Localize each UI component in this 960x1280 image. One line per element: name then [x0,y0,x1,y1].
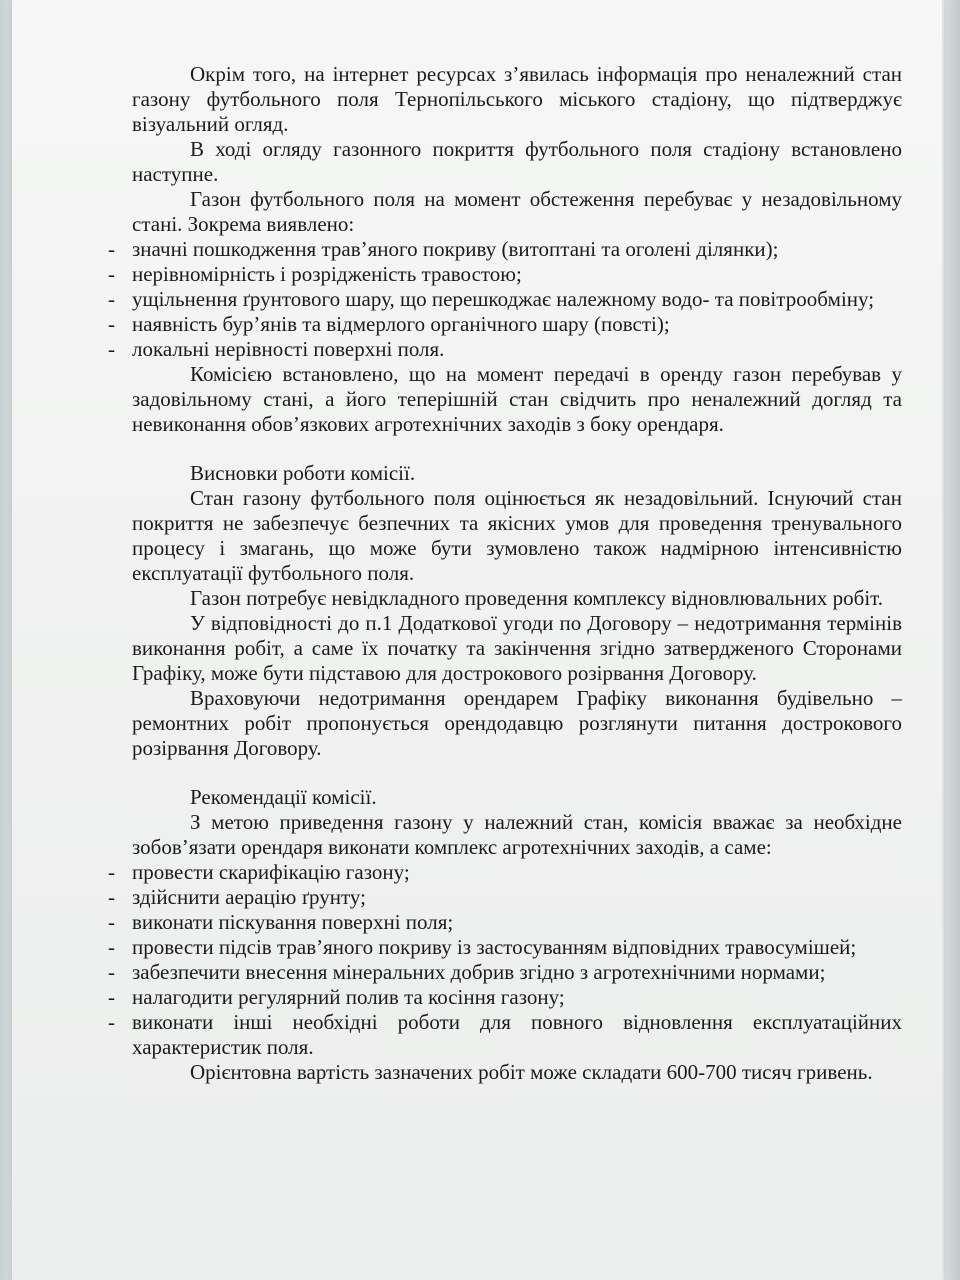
list-marker: - [108,985,115,1009]
list-marker: - [108,312,115,336]
list-item-text: налагодити регулярний полив та косіння газону; [132,985,565,1009]
findings-intro-paragraph: Газон футбольного поля на момент обстеження перебуває у незадовільному стані. Зокрема виявлено: [132,187,902,236]
list-item [108,860,902,885]
list-marker: - [108,935,115,959]
list-item-text: провести скарифікацію газону; [132,860,410,884]
commission-statement: Комісією встановлено, що на момент передачі в оренду газон перебував у задовільному стані, а його теперішній стан свідчить про неналежний догляд та невиконання обов’язкових агротехнічних заходів з боку орендаря. [132,362,902,436]
measures-list [108,860,902,1060]
list-item-text: провести підсів трав’яного покриву із застосуванням відповідних травосумішей; [132,935,857,959]
document-body [108,62,902,1085]
conclusions-heading: Висновки роботи комісії. [190,461,416,485]
intro-paragraph: Окрім того, на інтернет ресурсах з’явилась інформація про неналежний стан газону футбольного поля Тернопільського міського стадіону, що підтверджує візуальний огляд. [132,62,902,136]
list-item [108,960,902,985]
findings-list [108,237,902,362]
list-item [108,910,902,935]
list-marker: - [108,910,115,934]
paper-sheet [12,0,942,1280]
list-item-text: виконати піскування поверхні поля; [132,910,454,934]
list-item-text: ущільнення ґрунтового шару, що перешкоджає належному водо- та повітрообміну; [132,287,875,311]
recommendations-heading: Рекомендації комісії. [190,785,377,809]
conclusion-paragraph: У відповідності до п.1 Додаткової угоди по Договору – недотримання термінів виконання робіт, а саме їх початку та закінчення згідно затвердженого Сторонами Графіку, може бути підставою для дострокового розірвання Договору. [132,611,902,685]
list-marker: - [108,1010,115,1034]
list-item-text: виконати інші необхідні роботи для повного відновлення експлуатаційних характеристик поля. [132,1010,902,1059]
inspection-paragraph: В ході огляду газонного покриття футбольного поля стадіону встановлено наступне. [132,137,902,186]
list-item [108,885,902,910]
list-item [108,1010,902,1060]
conclusion-paragraph: Газон потребує невідкладного проведення комплексу відновлювальних робіт. [190,586,883,610]
recommendations-intro: З метою приведення газону у належний стан, комісія вважає за необхідне зобов’язати орендаря виконати комплекс агротехнічних заходів, а саме: [132,810,902,859]
list-item [108,337,902,362]
list-item [108,237,902,262]
list-item [108,935,902,960]
list-marker: - [108,237,115,261]
desk-edge [944,0,960,1280]
cost-estimate: Орієнтовна вартість зазначених робіт може складати 600-700 тисяч гривень. [190,1060,873,1084]
section-gap [132,437,902,461]
list-item [108,985,902,1010]
list-item-text: наявність бур’янів та відмерлого органічного шару (повсті); [132,312,670,336]
list-item-text: нерівномірність і розрідженість травостою; [132,262,522,286]
conclusion-paragraph: Стан газону футбольного поля оцінюється як незадовільний. Існуючий стан покриття не забезпечує безпечних та якісних умов для проведення тренувального процесу і змагань, що може бути зумовлено також надмірною інтенсивністю експлуатації футбольного поля. [132,486,902,585]
conclusion-paragraph: Враховуючи недотримання орендарем Графіку виконання будівельно – ремонтних робіт пропонується орендодавцю розглянути питання дострокового розірвання Договору. [132,686,902,760]
list-item-text: локальні нерівності поверхні поля. [132,337,445,361]
list-item-text: забезпечити внесення мінеральних добрив згідно з агротехнічними нормами; [132,960,826,984]
list-item [108,287,902,312]
list-marker: - [108,287,115,311]
list-item [108,312,902,337]
list-item-text: значні пошкодження трав’яного покриву (витоптані та оголені ділянки); [132,237,779,261]
list-marker: - [108,262,115,286]
list-marker: - [108,337,115,361]
section-gap [132,761,902,785]
list-marker: - [108,860,115,884]
list-marker: - [108,885,115,909]
list-marker: - [108,960,115,984]
list-item-text: здійснити аерацію ґрунту; [132,885,366,909]
list-item [108,262,902,287]
